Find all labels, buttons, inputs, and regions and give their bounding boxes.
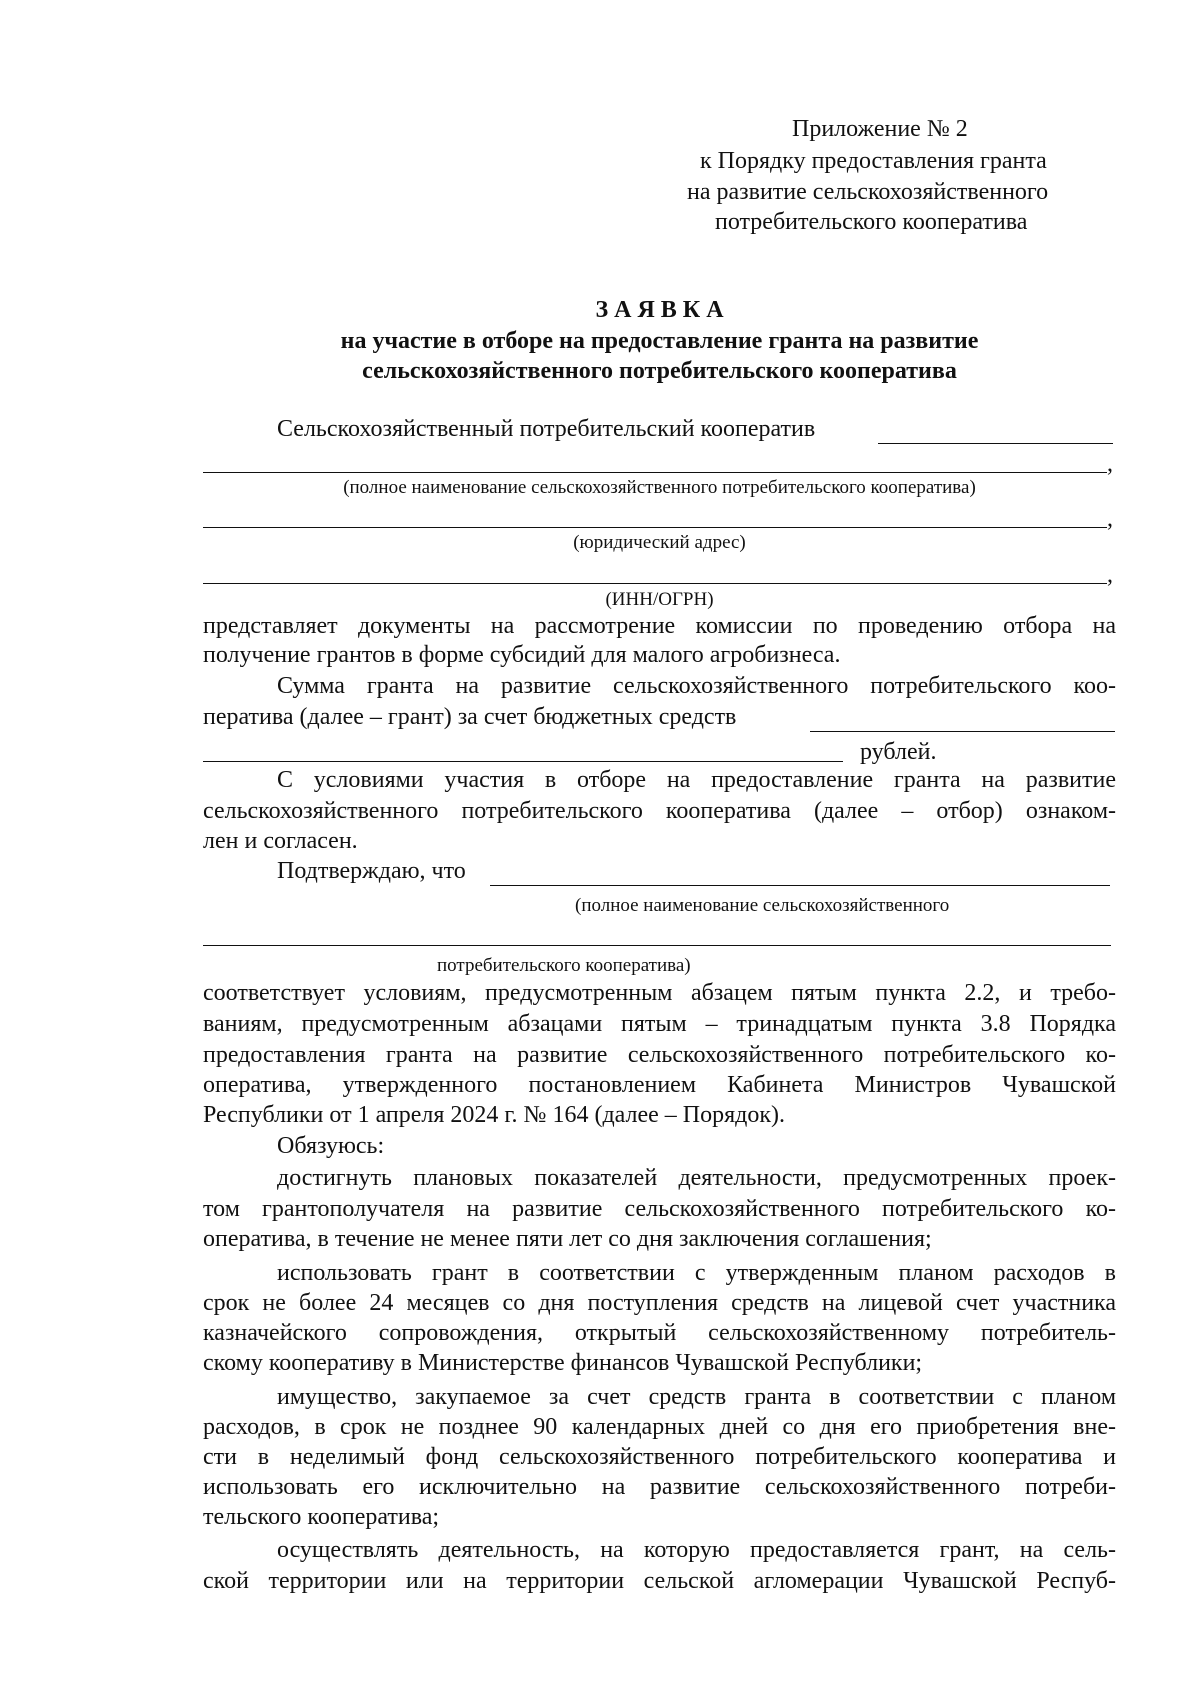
confirm-label: Подтверждаю, что bbox=[277, 858, 466, 884]
paragraph-line: осуществлять деятельность, на которую предоставляется грант, на сель- bbox=[277, 1537, 1116, 1563]
paragraph-line: срок не более 24 месяцев со дня поступления средств на лицевой счет участника bbox=[203, 1290, 1116, 1316]
inn-ogrn-field[interactable] bbox=[203, 583, 1107, 584]
appendix-line: на развитие сельскохозяйственного bbox=[687, 179, 1049, 205]
paragraph-line: Республики от 1 апреля 2024 г. № 164 (далее – Порядок). bbox=[203, 1102, 786, 1128]
caption-confirm: (полное наименование сельскохозяйственного bbox=[575, 895, 950, 916]
comma: , bbox=[1107, 562, 1113, 588]
coop-label: Сельскохозяйственный потребительский кооператив bbox=[277, 416, 816, 442]
paragraph-line: сти в неделимый фонд сельскохозяйственного потребительского кооператива и bbox=[203, 1444, 1116, 1470]
rubles-label: рублей. bbox=[860, 739, 937, 765]
paragraph-line: оператива, утвержденного постановлением Кабинета Министров Чувашской bbox=[203, 1072, 1116, 1098]
caption-inn-ogrn: (ИНН/ОГРН) bbox=[605, 589, 714, 610]
paragraph-line: имущество, закупаемое за счет средств гранта в соответствии с планом bbox=[277, 1384, 1116, 1410]
appendix-line: к Порядку предоставления гранта bbox=[700, 148, 1047, 174]
paragraph-line: соответствует условиям, предусмотренным абзацем пятым пункта 2.2, и требо- bbox=[203, 980, 1116, 1006]
document-title: З А Я В К А bbox=[595, 297, 724, 323]
paragraph-line: ператива (далее – грант) за счет бюджетных средств bbox=[203, 704, 737, 730]
paragraph-line: С условиями участия в отборе на предоставление гранта на развитие bbox=[277, 767, 1116, 793]
caption-full-name: (полное наименование сельскохозяйственного потребительского кооператива) bbox=[343, 477, 976, 498]
paragraph-line: ваниям, предусмотренным абзацами пятым – тринадцатым пункта 3.8 Порядка bbox=[203, 1011, 1116, 1037]
paragraph-line: предоставления гранта на развитие сельскохозяйственного потребительского ко- bbox=[203, 1042, 1116, 1068]
paragraph-line: расходов, в срок не позднее 90 календарных дней со дня его приобретения вне- bbox=[203, 1414, 1116, 1440]
paragraph-line: получение грантов в форме субсидий для малого агробизнеса. bbox=[203, 642, 841, 668]
comma: , bbox=[1107, 506, 1113, 532]
grant-amount-words-field[interactable] bbox=[203, 761, 843, 762]
paragraph-line: ской территории или на территории сельской агломерации Чувашской Респуб- bbox=[203, 1568, 1116, 1594]
paragraph-line: использовать его исключительно на развитие сельскохозяйственного потреби- bbox=[203, 1474, 1116, 1500]
paragraph-line: том грантополучателя на развитие сельскохозяйственного потребительского ко- bbox=[203, 1196, 1116, 1222]
paragraph-line: оператива, в течение не менее пяти лет со дня заключения соглашения; bbox=[203, 1226, 932, 1252]
paragraph-line: сельскохозяйственного потребительского кооператива (далее – отбор) ознаком- bbox=[203, 798, 1116, 824]
confirm-coop-name-field-2[interactable] bbox=[203, 945, 1111, 946]
grant-amount-field[interactable] bbox=[810, 731, 1115, 732]
paragraph-line: использовать грант в соответствии с утвержденным планом расходов в bbox=[277, 1260, 1116, 1286]
confirm-coop-name-field[interactable] bbox=[490, 885, 1110, 886]
coop-name-field[interactable] bbox=[878, 443, 1113, 444]
paragraph-line: достигнуть плановых показателей деятельности, предусмотренных проек- bbox=[277, 1165, 1116, 1191]
document-subtitle: на участие в отборе на предоставление гранта на развитие bbox=[340, 328, 979, 354]
legal-address-field[interactable] bbox=[203, 527, 1107, 528]
paragraph-line: Сумма гранта на развитие сельскохозяйственного потребительского коо- bbox=[277, 673, 1116, 699]
paragraph-line: казначейского сопровождения, открытый сельскохозяйственному потребитель- bbox=[203, 1320, 1116, 1346]
caption-confirm: потребительского кооператива) bbox=[437, 955, 691, 976]
coop-full-name-field[interactable] bbox=[203, 472, 1107, 473]
paragraph-line: представляет документы на рассмотрение комиссии по проведению отбора на bbox=[203, 613, 1116, 639]
document-subtitle: сельскохозяйственного потребительского кооператива bbox=[362, 358, 957, 384]
paragraph-line: лен и согласен. bbox=[203, 828, 358, 854]
paragraph-line: скому кооперативу в Министерстве финансов Чувашской Республики; bbox=[203, 1350, 923, 1376]
obligations-heading: Обязуюсь: bbox=[277, 1133, 385, 1159]
caption-legal-address: (юридический адрес) bbox=[573, 532, 746, 553]
appendix-number: Приложение № 2 bbox=[792, 116, 968, 142]
paragraph-line: тельского кооператива; bbox=[203, 1504, 440, 1530]
comma: , bbox=[1107, 451, 1113, 477]
appendix-line: потребительского кооператива bbox=[715, 209, 1028, 235]
